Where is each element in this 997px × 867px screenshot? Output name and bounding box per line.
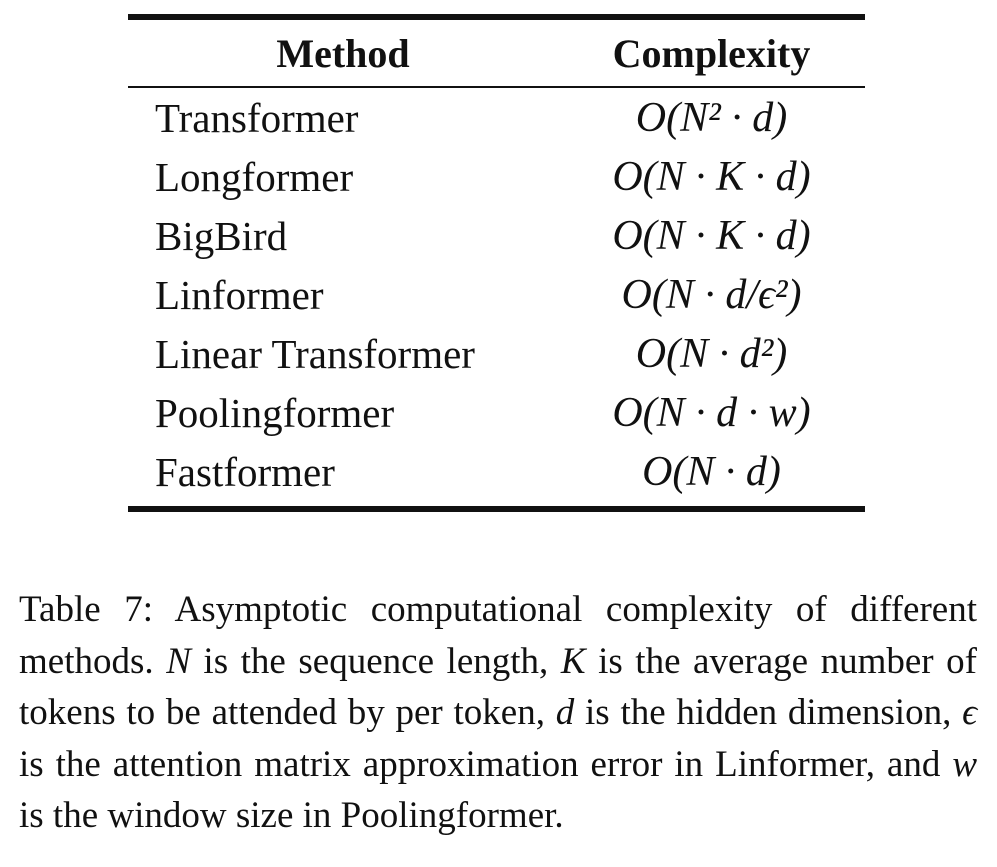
caption-text: is the window size in Poolingformer.	[19, 795, 564, 837]
complexity-cell: O(N · K · d)	[612, 153, 811, 200]
caption-symbol: ϵ	[962, 692, 977, 734]
complexity-cell: O(N · d²)	[635, 330, 788, 377]
caption-text: is the attention matrix approximation error in Linformer, and	[19, 743, 953, 785]
table-row	[128, 265, 865, 324]
complexity-cell: O(N² · d)	[635, 94, 788, 141]
complexity-cell: O(N · d/ϵ²)	[621, 271, 802, 318]
table-row	[128, 324, 865, 383]
caption-text: Asymptotic computational complexity of different methods.	[19, 589, 978, 682]
table-row	[128, 442, 865, 509]
complexity-cell: O(N · d)	[642, 449, 781, 495]
table-row	[128, 206, 865, 265]
caption-symbol: w	[952, 743, 977, 785]
header-method: Method	[276, 30, 410, 76]
caption-symbol: d	[555, 692, 575, 734]
method-cell: BigBird	[155, 212, 288, 259]
table-row	[128, 147, 865, 206]
method-cell: Fastformer	[155, 449, 335, 495]
method-cell: Linformer	[155, 271, 324, 318]
header-complexity: Complexity	[612, 30, 811, 76]
complexity-table-container	[128, 14, 865, 512]
table-row	[128, 87, 865, 147]
method-cell: Longformer	[155, 153, 354, 200]
caption-text: is the hidden dimension,	[574, 692, 963, 734]
caption-text: is the average number of tokens to be attended by per token,	[19, 640, 977, 734]
caption-text: is the sequence length,	[190, 640, 561, 682]
method-cell: Linear Transformer	[155, 330, 475, 377]
complexity-table	[128, 14, 865, 512]
table-caption	[19, 584, 977, 842]
table-row	[128, 383, 865, 442]
caption-symbol: N	[166, 640, 191, 682]
complexity-cell: O(N · K · d)	[612, 212, 811, 259]
complexity-cell: O(N · d · w)	[612, 389, 811, 436]
table-header-row	[128, 17, 865, 87]
caption-label: Table 7:	[19, 589, 153, 630]
method-cell: Transformer	[155, 94, 359, 141]
caption-symbol: K	[560, 640, 586, 682]
method-cell: Poolingformer	[155, 389, 395, 436]
